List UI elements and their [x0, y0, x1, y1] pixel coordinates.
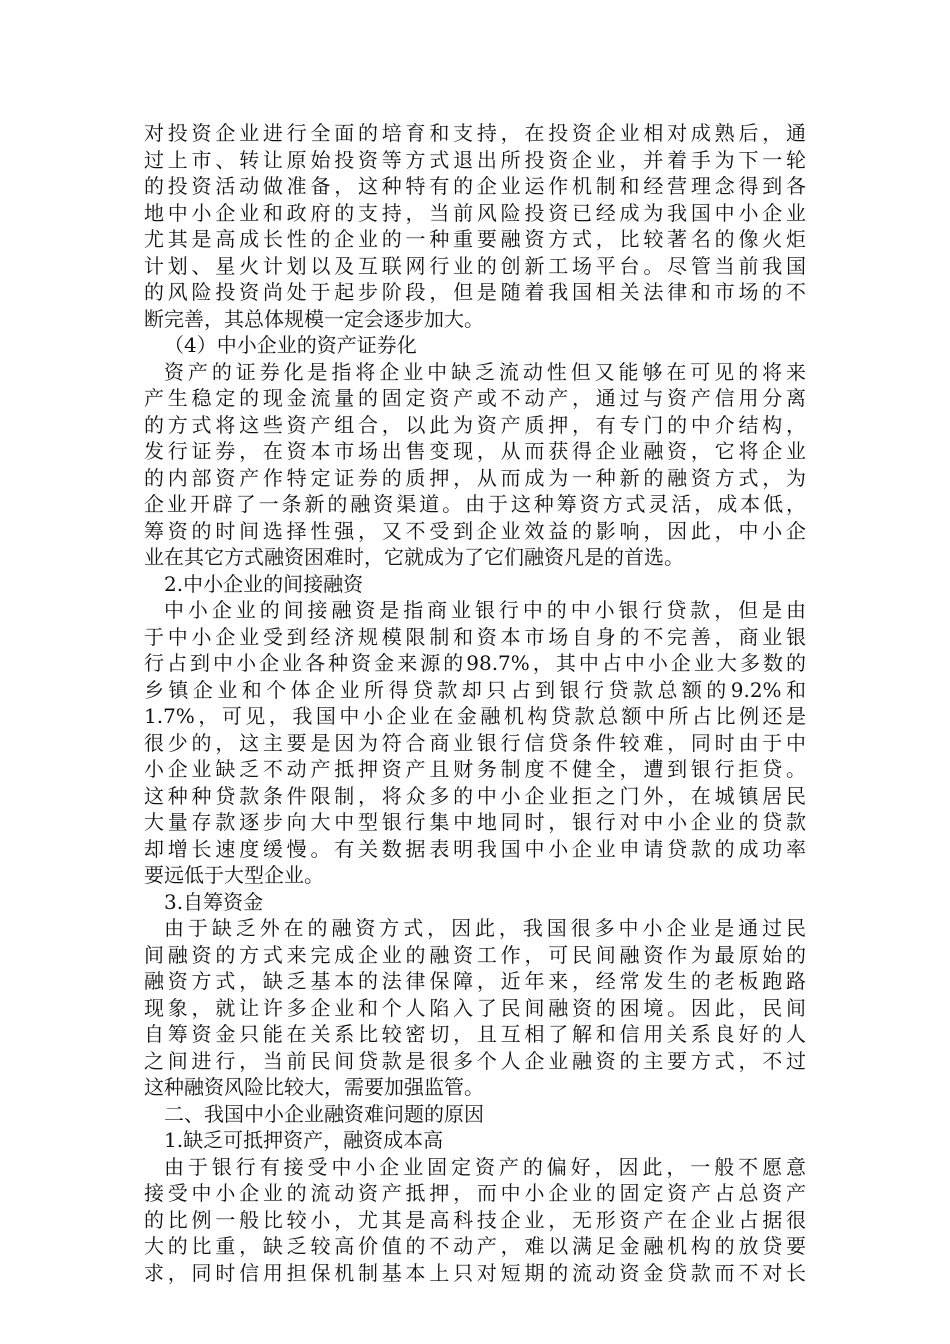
text-line: 大量存款逐步向大中型银行集中地同时，银行对中小企业的贷款 [144, 810, 806, 834]
text-line: 自筹资金只能在关系比较密切，且互相了解和信用关系良好的人 [144, 1022, 806, 1046]
text-line: 这种种贷款条件限制，将众多的中小企业拒之门外，在城镇居民 [144, 783, 806, 808]
text-line: 乡镇企业和个体企业所得贷款却只占到银行贷款总额的9.2%和 [144, 677, 806, 702]
text-line: 的内部资产作特定证券的质押，从而成为一种新的融资方式，为 [144, 465, 806, 490]
text-line: 的比例一般比较小，尤其是高科技企业，无形资产在企业占据很 [144, 1207, 806, 1232]
text-line: 1.缺乏可抵押资产，融资成本高 [164, 1128, 444, 1152]
body-paragraph [144, 915, 806, 1101]
text-line: 很少的，这主要是因为符合商业银行信贷条件较难，同时由于中 [144, 730, 806, 755]
section-heading [144, 571, 806, 598]
text-line: 企业开辟了一条新的融资渠道。由于这种筹资方式灵活，成本低， [144, 492, 806, 516]
text-line: 业在其它方式融资困难时，它就成为了它们融资凡是的首选。 [144, 545, 684, 569]
text-line: 二、我国中小企业融资难问题的原因 [164, 1101, 484, 1126]
section-heading [144, 889, 806, 916]
text-line: 于中小企业受到经济规模限制和资本市场自身的不完善，商业银 [144, 624, 806, 649]
text-line: 由于缺乏外在的融资方式，因此，我国很多中小企业是通过民 [164, 916, 806, 940]
section-heading [144, 332, 806, 359]
text-line: 断完善，其总体规模一定会逐步加大。 [144, 306, 484, 331]
text-line: 3.自筹资金 [164, 889, 264, 914]
text-line: 现象，就让许多企业和个人陷入了民间融资的困境。因此，民间 [144, 995, 806, 1020]
text-line: 间融资的方式来完成企业的融资工作，可民间融资作为最原始的 [144, 942, 806, 967]
text-line: 的风险投资尚处于起步阶段，但是随着我国相关法律和市场的不 [144, 280, 806, 304]
text-line: 发行证券，在资本市场出售变现，从而获得企业融资，它将企业 [144, 439, 806, 463]
text-line: 2.中小企业的间接融资 [164, 571, 364, 596]
section-heading [144, 1101, 806, 1128]
text-line: 中小企业的间接融资是指商业银行中的中小银行贷款，但是由 [164, 598, 806, 622]
text-line: 行占到中小企业各种资金来源的98.7%，其中占中小企业大多数的 [144, 651, 806, 675]
text-line: 产生稳定的现金流量的固定资产或不动产，通过与资产信用分离 [144, 386, 806, 410]
document-page [144, 120, 806, 1286]
text-line: 接受中小企业的流动资产抵押，而中小企业的固定资产占总资产 [144, 1181, 806, 1205]
text-line: 1.7%，可见，我国中小企业在金融机构贷款总额中所占比例还是 [144, 704, 806, 728]
body-paragraph [144, 120, 806, 332]
text-line: 的方式将这些资产组合，以此为资产质押，有专门的中介结构， [144, 412, 806, 437]
text-line: 之间进行，当前民间贷款是很多个人企业融资的主要方式，不过 [144, 1048, 806, 1073]
body-paragraph [144, 359, 806, 571]
text-line: （4）中小企业的资产证券化 [164, 333, 417, 357]
text-line: 要远低于大型企业。 [144, 863, 324, 887]
text-line: 小企业缺乏不动产抵押资产且财务制度不健全，遭到银行拒贷。 [144, 757, 806, 781]
text-line: 过上市、转让原始投资等方式退出所投资企业，并着手为下一轮 [144, 147, 806, 172]
text-line: 求，同时信用担保机制基本上只对短期的流动资金贷款而不对长 [144, 1260, 806, 1285]
body-paragraph [144, 597, 806, 889]
text-line: 的投资活动做准备，这种特有的企业运作机制和经营理念得到各 [144, 174, 806, 198]
text-line: 尤其是高成长性的企业的一种重要融资方式，比较著名的像火炬 [144, 227, 806, 251]
text-line: 却增长速度缓慢。有关数据表明我国中小企业申请贷款的成功率 [144, 836, 806, 861]
text-line: 地中小企业和政府的支持，当前风险投资已经成为我国中小企业 [144, 200, 806, 225]
text-line: 这种融资风险比较大，需要加强监管。 [144, 1075, 484, 1099]
text-line: 对投资企业进行全面的培育和支持，在投资企业相对成熟后，通 [144, 121, 806, 145]
text-line: 由于银行有接受中小企业固定资产的偏好，因此，一般不愿意 [164, 1154, 806, 1179]
text-line: 融资方式，缺乏基本的法律保障，近年来，经常发生的老板跑路 [144, 969, 806, 993]
text-line: 筹资的时间选择性强，又不受到企业效益的影响，因此，中小企 [144, 518, 806, 543]
text-line: 计划、星火计划以及互联网行业的创新工场平台。尽管当前我国 [144, 253, 806, 278]
text-line: 大的比重，缺乏较高价值的不动产，难以满足金融机构的放贷要 [144, 1234, 806, 1258]
text-line: 资产的证券化是指将企业中缺乏流动性但又能够在可见的将来 [164, 359, 806, 384]
section-heading [144, 1127, 806, 1154]
body-paragraph [144, 1154, 806, 1287]
